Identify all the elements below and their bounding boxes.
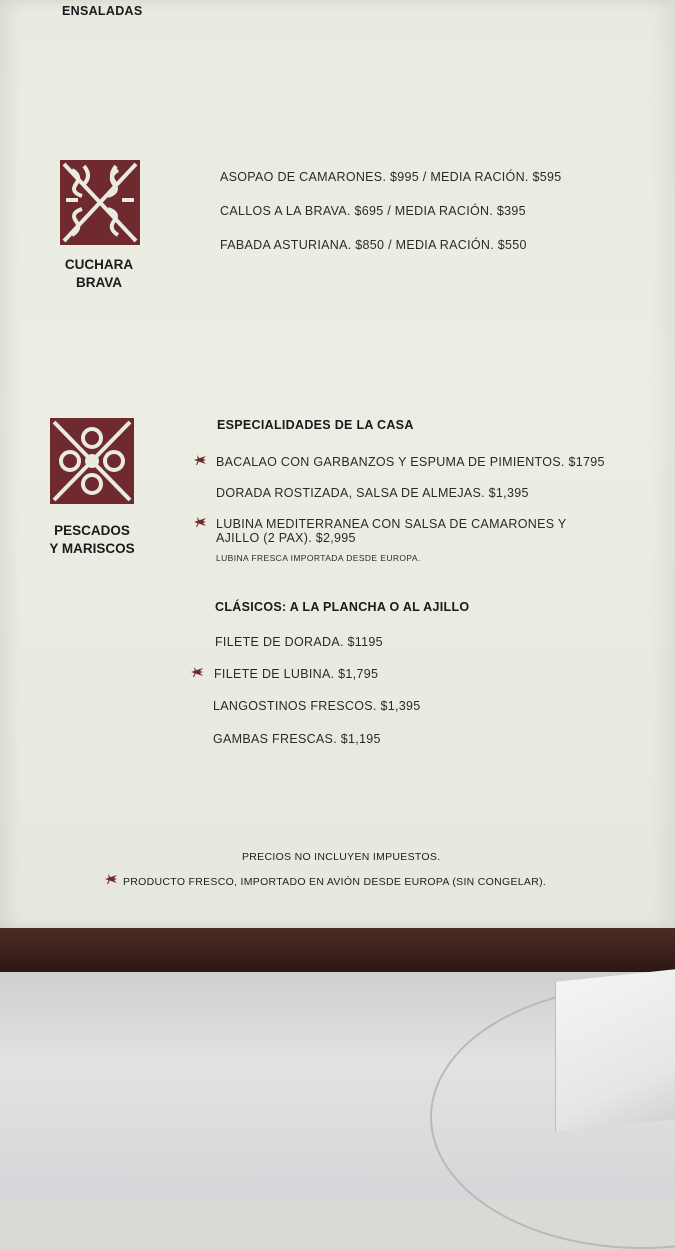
plane-icon <box>193 515 207 529</box>
menu-item: FABADA ASTURIANA. $850 / MEDIA RACIÓN. $550 <box>220 238 527 252</box>
plane-icon <box>190 665 204 679</box>
tax-note: PRECIOS NO INCLUYEN IMPUESTOS. <box>242 851 441 863</box>
fresh-product-note: PRODUCTO FRESCO, IMPORTADO EN AVIÓN DESDE EUROPA (SIN CONGELAR). <box>123 876 547 888</box>
category-line: BRAVA <box>76 275 122 290</box>
specials-note: LUBINA FRESCA IMPORTADA DESDE EUROPA. <box>216 553 421 563</box>
classics-heading: CLÁSICOS: A LA PLANCHA O AL AJILLO <box>215 600 470 614</box>
napkin <box>555 968 675 1132</box>
menu-item: ASOPAO DE CAMARONES. $995 / MEDIA RACIÓN. $595 <box>220 170 562 184</box>
pescados-emblem-icon <box>50 418 134 504</box>
menu-item: CALLOS A LA BRAVA. $695 / MEDIA RACIÓN. $395 <box>220 204 526 218</box>
menu-item: GAMBAS FRESCAS. $1,195 <box>213 732 381 746</box>
category-pescados-mariscos <box>36 522 148 558</box>
category-line: PESCADOS <box>54 523 130 538</box>
category-cuchara-brava <box>42 256 156 292</box>
specials-heading: ESPECIALIDADES DE LA CASA <box>217 418 414 432</box>
menu-item: LUBINA MEDITERRANEA CON SALSA DE CAMARONES Y <box>216 517 567 531</box>
menu-item: DORADA ROSTIZADA, SALSA DE ALMEJAS. $1,395 <box>216 486 529 500</box>
menu-item: LANGOSTINOS FRESCOS. $1,395 <box>213 699 421 713</box>
section-ensaladas-heading: ENSALADAS <box>62 4 143 18</box>
category-line: Y MARISCOS <box>49 541 135 556</box>
plane-icon <box>193 453 207 467</box>
menu-item: BACALAO CON GARBANZOS Y ESPUMA DE PIMIENTOS. $1795 <box>216 455 605 469</box>
menu-item: AJILLO (2 PAX). $2,995 <box>216 531 356 545</box>
menu-item: FILETE DE LUBINA. $1,795 <box>214 667 379 681</box>
cuchara-emblem-icon <box>60 160 140 245</box>
menu-item: FILETE DE DORADA. $1195 <box>215 635 383 649</box>
category-line: CUCHARA <box>64 257 134 272</box>
menu-cover-edge <box>0 928 675 972</box>
plane-icon <box>104 872 118 886</box>
